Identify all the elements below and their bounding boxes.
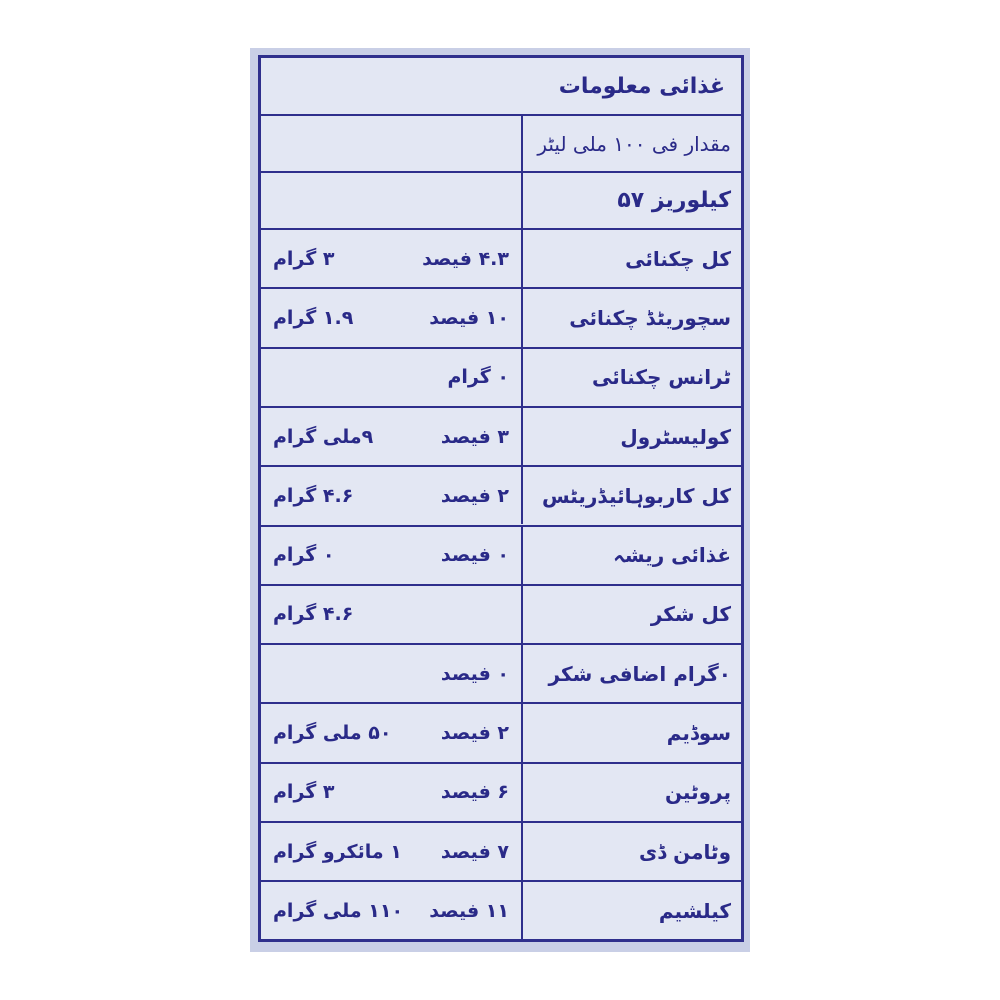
nutrient-amount: ۳ گرام xyxy=(273,781,335,804)
nutrient-percent: ۱۱ فیصد xyxy=(429,899,509,922)
nutrient-name: سچوریٹڈ چکنائی xyxy=(569,305,731,330)
nutrient-row xyxy=(261,406,741,465)
nutrient-value-cell xyxy=(261,823,523,880)
nutrient-percent: ۷ فیصد xyxy=(440,840,509,863)
nutrition-facts-label xyxy=(258,55,744,942)
nutrient-name: ٹرانس چکنائی xyxy=(591,365,731,390)
nutrient-amount: ۹ملی گرام xyxy=(273,425,374,448)
nutrient-percent: ۲ فیصد xyxy=(440,722,509,745)
nutrient-percent: ۳ فیصد xyxy=(440,425,509,448)
nutrient-name: کل شکر xyxy=(650,602,731,627)
nutrient-percent: ۶ فیصد xyxy=(440,781,509,804)
nutrient-name: ۰گرام اضافی شکر xyxy=(548,661,731,686)
nutrient-row xyxy=(261,702,741,761)
nutrient-percent: ۴.۳ فیصد xyxy=(422,247,509,270)
nutrient-percent: ۰ فیصد xyxy=(440,544,509,567)
nutrient-value-cell xyxy=(261,289,523,346)
nutrient-row xyxy=(261,525,741,584)
label-title: غذائی معلومات xyxy=(558,73,725,99)
nutrient-percent: ۱۰ فیصد xyxy=(429,306,509,329)
serving-row xyxy=(261,114,741,171)
nutrient-percent: ۰ فیصد xyxy=(440,662,509,685)
nutrient-amount: ۵۰ ملی گرام xyxy=(273,722,392,745)
nutrient-percent: ۲ فیصد xyxy=(440,484,509,507)
nutrient-name: غذائی ریشہ xyxy=(613,543,731,568)
calories-row xyxy=(261,171,741,228)
nutrient-name: کیلشیم xyxy=(658,898,731,923)
nutrient-name: وٹامن ڈی xyxy=(638,839,731,864)
nutrient-value-cell xyxy=(261,527,523,584)
nutrient-value-cell xyxy=(261,586,523,643)
nutrient-name: پروٹین xyxy=(664,780,731,805)
nutrient-value-cell xyxy=(261,764,523,821)
nutrient-name: کل کاربوہائیڈریٹس xyxy=(541,483,731,508)
serving-value-cell xyxy=(261,116,523,171)
nutrient-amount: ۳ گرام xyxy=(273,247,335,270)
nutrient-value-cell xyxy=(261,349,523,406)
title-row xyxy=(261,58,741,114)
nutrient-name: کل چکنائی xyxy=(625,246,731,271)
nutrient-amount: ۴.۶ گرام xyxy=(273,484,354,507)
nutrient-amount: ۰ گرام xyxy=(273,544,335,567)
nutrient-value-cell xyxy=(261,230,523,287)
nutrient-amount: ۱ مائکرو گرام xyxy=(273,840,402,863)
nutrient-amount: ۱۱۰ ملی گرام xyxy=(273,899,404,922)
nutrient-row xyxy=(261,821,741,880)
nutrient-value-cell xyxy=(261,704,523,761)
nutrient-value-cell xyxy=(261,408,523,465)
nutrient-row xyxy=(261,643,741,702)
nutrient-row xyxy=(261,880,741,939)
nutrient-row xyxy=(261,287,741,346)
nutrient-row xyxy=(261,584,741,643)
calories-value-cell xyxy=(261,173,523,228)
calories-label: کیلوریز ۵۷ xyxy=(617,188,731,213)
serving-size-label: مقدار فی ۱۰۰ ملی لیٹر xyxy=(537,131,731,156)
nutrient-value-cell xyxy=(261,882,523,939)
nutrient-name: سوڈیم xyxy=(666,721,731,746)
nutrient-name: کولیسٹرول xyxy=(620,424,731,449)
nutrient-amount: ۴.۶ گرام xyxy=(273,603,354,626)
nutrient-percent: ۰ گرام xyxy=(447,366,509,389)
nutrient-amount: ۱.۹ گرام xyxy=(273,306,354,329)
nutrient-row xyxy=(261,228,741,287)
nutrient-row xyxy=(261,465,741,524)
nutrient-row xyxy=(261,762,741,821)
nutrient-row xyxy=(261,347,741,406)
nutrient-value-cell xyxy=(261,645,523,702)
nutrient-value-cell xyxy=(261,467,523,524)
